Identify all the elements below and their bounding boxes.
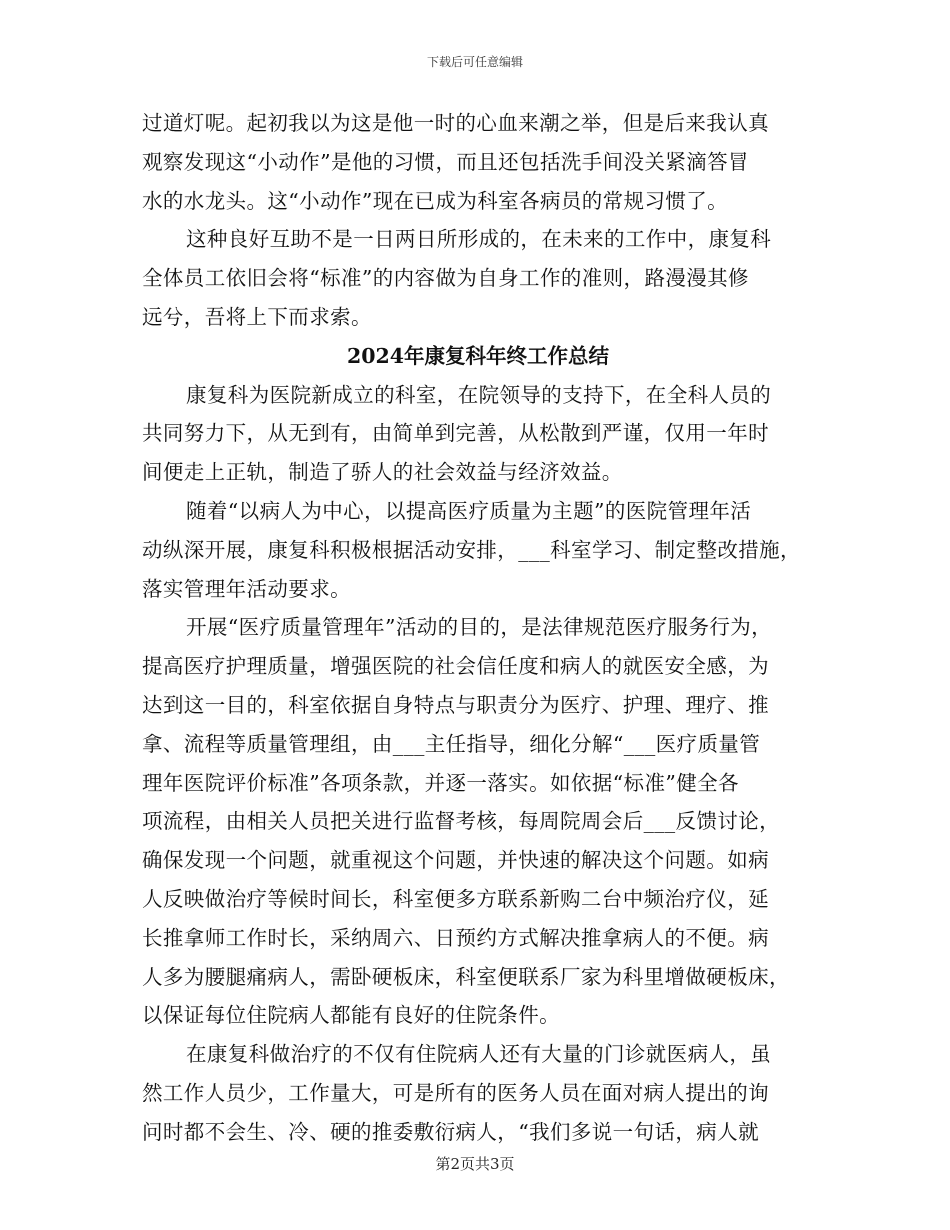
text-line: 动纵深开展，康复科积极根据活动安排，___科室学习、制定整改措施， <box>142 537 801 562</box>
text-line: 康复科为医院新成立的科室，在院领导的支持下，在全科人员的 <box>186 382 772 407</box>
text-line: 远兮，吾将上下而求索。 <box>142 304 372 329</box>
page-number: 第2页共3页 <box>435 1155 515 1173</box>
text-line: 长推拿师工作时长，采纳周六、日预约方式解决推拿病人的不便。病 <box>142 925 769 950</box>
text-line: 水的水龙头。这“小动作”现在已成为科室各病员的常规习惯了。 <box>142 188 729 213</box>
page-header: 下载后可任意编辑 <box>426 55 523 69</box>
text-line: 共同努力下，从无到有，由简单到完善，从松散到严谨，仅用一年时 <box>142 421 769 446</box>
text-line: 问时都不会生、冷、硬的推委敷衍病人，“我们多说一句话，病人就 <box>142 1119 759 1144</box>
text-line: 落实管理年活动要求。 <box>142 576 351 601</box>
section-title: 2024年康复科年终工作总结 <box>346 343 610 368</box>
text-line: 这种良好互助不是一日两日所形成的，在未来的工作中，康复科 <box>186 227 772 252</box>
text-line: 间便走上正轨，制造了骄人的社会效益与经济效益。 <box>142 460 623 485</box>
text-line: 以保证每位住院病人都能有良好的住院条件。 <box>142 1003 560 1028</box>
text-line: 人多为腰腿痛病人，需卧硬板床，科室便联系厂家为科里增做硬板床， <box>142 964 790 989</box>
document-body <box>142 104 814 1152</box>
text-line: 人反映做治疗等候时间长，科室便多方联系新购二台中频治疗仪，延 <box>142 886 769 911</box>
text-line: 在康复科做治疗的不仅有住院病人还有大量的门诊就医病人，虽 <box>186 1042 772 1067</box>
text-line: 理年医院评价标准”各项条款，并逐一落实。如依据“标准”健全各 <box>142 770 739 795</box>
text-line: 然工作人员少，工作量大，可是所有的医务人员在面对病人提出的询 <box>142 1080 769 1105</box>
text-line: 全体员工依旧会将“标准”的内容做为自身工作的准则，路漫漫其修 <box>142 266 749 291</box>
text-line: 随着“以病人为中心，以提高医疗质量为主题”的医院管理年活 <box>186 498 752 523</box>
text-line: 观察发现这“小动作”是他的习惯，而且还包括洗手间没关紧滴答冒 <box>142 149 749 174</box>
text-line: 过道灯呢。起初我以为这是他一时的心血来潮之举，但是后来我认真 <box>142 111 769 135</box>
text-line: 达到这一目的，科室依据自身特点与职责分为医疗、护理、理疗、推 <box>142 692 769 717</box>
text-line: 开展“医疗质量管理年”活动的目的，是法律规范医疗服务行为， <box>186 615 773 640</box>
text-line: 提高医疗护理质量，增强医院的社会信任度和病人的就医安全感，为 <box>142 654 769 679</box>
text-line: 确保发现一个问题，就重视这个问题，并快速的解决这个问题。如病 <box>142 848 769 873</box>
text-line: 项流程，由相关人员把关进行监督考核，每周院周会后___反馈讨论， <box>142 809 781 834</box>
text-line: 拿、流程等质量管理组，由___主任指导，细化分解“___医疗质量管 <box>142 731 761 756</box>
